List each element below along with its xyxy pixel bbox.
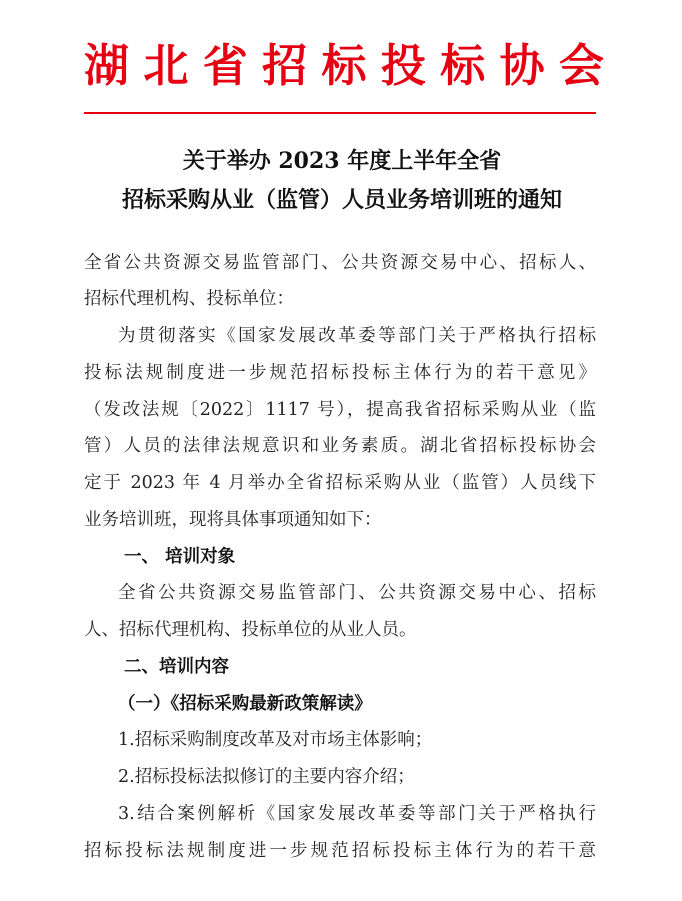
intro-line6: 业务培训班，现将具体事项通知如下： [84,510,382,530]
content-item-3: 3.结合案例解析《国家发展改革委等部门关于严格执行 [118,804,596,824]
addressee-line2: 招标代理机构、投标单位： [84,289,294,309]
section1-heading: 一、 培训对象 [124,547,236,567]
section2-heading: 二、培训内容 [124,657,229,677]
intro-line2: 投标法规制度进一步规范招标投标主体行为的若干意见》 [84,363,596,383]
section1-line2: 人、招标代理机构、投标单位的从业人员。 [84,620,417,640]
intro-line3: （发改法规〔2022〕1117 号），提高我省招标采购从业（监 [84,400,596,420]
header-red-rule [84,112,596,114]
intro-line4: 管）人员的法律法规意识和业务素质。湖北省招标投标协会 [84,436,596,456]
section2-sub-heading: （一）《招标采购最新政策解读》 [118,694,372,714]
content-item-3-continuation: 招标投标法规制度进一步规范招标投标主体行为的若干意 [84,841,596,861]
document-title-line2: 招标采购从业（监管）人员业务培训班的通知 [121,187,562,213]
intro-line1: 为贯彻落实《国家发展改革委等部门关于严格执行招标 [118,326,596,346]
document-title-line1: 关于举办 2023 年度上半年全省 [182,148,502,174]
content-item-2: 2.招标投标法拟修订的主要内容介绍； [118,767,415,787]
org-name-header: 湖北省招标投标协会 [84,39,604,92]
intro-line5: 定于 2023 年 4 月举办全省招标采购从业（监管）人员线下 [84,473,596,493]
section1-line1: 全省公共资源交易监管部门、公共资源交易中心、招标 [118,583,596,603]
content-item-1: 1.招标采购制度改革及对市场主体影响； [118,730,433,750]
addressee-line1: 全省公共资源交易监管部门、公共资源交易中心、招标人、 [84,253,596,273]
